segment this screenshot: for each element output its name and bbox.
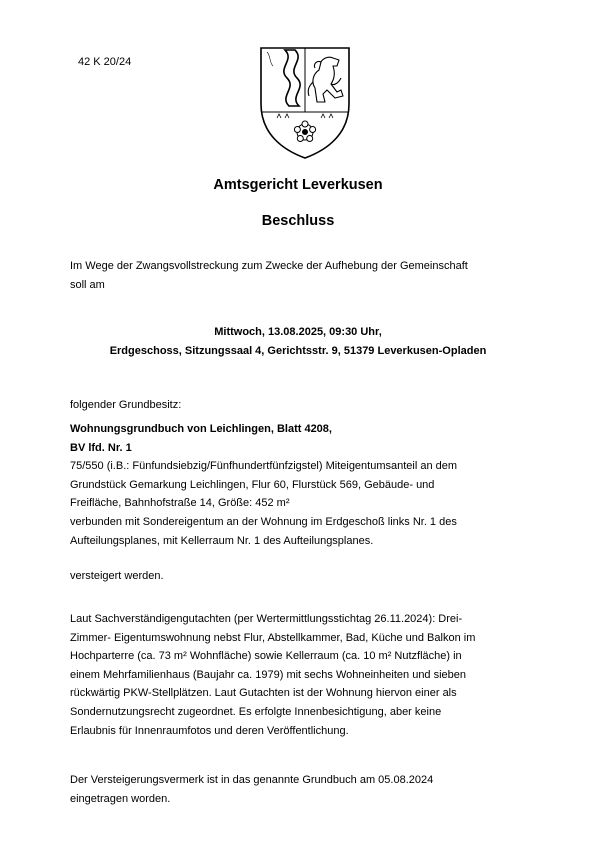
gutachten-line: Hochparterre (ca. 73 m² Wohnfläche) sowie Kellerraum (ca. 10 m² Nutzfläche) in xyxy=(70,650,462,663)
description-line: Freifläche, Bahnhofstraße 14, Größe: 452 m² xyxy=(70,497,290,510)
gutachten-line: Laut Sachverständigengutachten (per Wertermittlungsstichtag 26.11.2024): Drei- xyxy=(70,613,463,625)
vermerk-line: Der Versteigerungsvermerk ist in das genannte Grundbuch am 05.08.2024 xyxy=(70,774,434,786)
gutachten-line: Sondernutzungsrecht zugeordnet. Es erfolgte Innenbesichtigung, aber keine xyxy=(70,705,442,718)
termin-location: Erdgeschoss, Sitzungssaal 4, Gerichtsstr. 9, 51379 Leverkusen-Opladen xyxy=(109,345,487,357)
gutachten-paragraph xyxy=(70,610,540,740)
description-line: 75/550 (i.B.: Fünfundsiebzig/Fünfhundertfünfzigstel) Miteigentumsanteil an dem xyxy=(70,460,458,473)
termin-date: Mittwoch, 13.08.2025, 09:30 Uhr, xyxy=(214,326,382,338)
court-name: Amtsgericht Leverkusen xyxy=(213,177,383,193)
document-title: Beschluss xyxy=(261,213,335,229)
intro-line: Im Wege der Zwangsvollstreckung zum Zwecke der Aufhebung der Gemeinschaft xyxy=(70,260,468,272)
aktenzeichen: 42 K 20/24 xyxy=(78,56,132,68)
bv-line: BV lfd. Nr. 1 xyxy=(70,441,132,454)
gutachten-line: Erlaubnis für Innenraumfotos und deren Veröffentlichung. xyxy=(70,724,349,737)
vermerk-line: eingetragen worden. xyxy=(70,792,171,805)
grundbesitz-label: folgender Grundbesitz: xyxy=(70,399,182,411)
versteigert-text: versteigert werden. xyxy=(70,570,164,582)
gutachten-line: Zimmer- Eigentumswohnung nebst Flur, Abstellkammer, Bad, Küche und Balkon im xyxy=(70,631,476,644)
description-line: Aufteilungsplanes, mit Kellerraum Nr. 1 des Aufteilungsplanes. xyxy=(70,534,374,547)
gutachten-line: einem Mehrfamilienhaus (Baujahr ca. 1979) mit sechs Wohneinheiten und sieben xyxy=(70,668,467,681)
intro-paragraph xyxy=(70,257,540,294)
termin-block xyxy=(0,323,596,361)
nrw-coat-of-arms-icon xyxy=(255,42,355,162)
grundbuch-line: Wohnungsgrundbuch von Leichlingen, Blatt 4208, xyxy=(70,423,332,435)
grundbesitz-block xyxy=(70,420,540,550)
description-line: Grundstück Gemarkung Leichlingen, Flur 60, Flurstück 569, Gebäude- und xyxy=(70,478,435,491)
gutachten-line: rückwärtig PKW-Stellplätzen. Laut Gutachten ist der Wohnung hiervon einer als xyxy=(70,687,457,700)
vermerk-paragraph xyxy=(70,771,540,808)
description-line: verbunden mit Sondereigentum an der Wohnung im Erdgeschoß links Nr. 1 des xyxy=(70,515,457,528)
intro-line: soll am xyxy=(70,278,105,291)
